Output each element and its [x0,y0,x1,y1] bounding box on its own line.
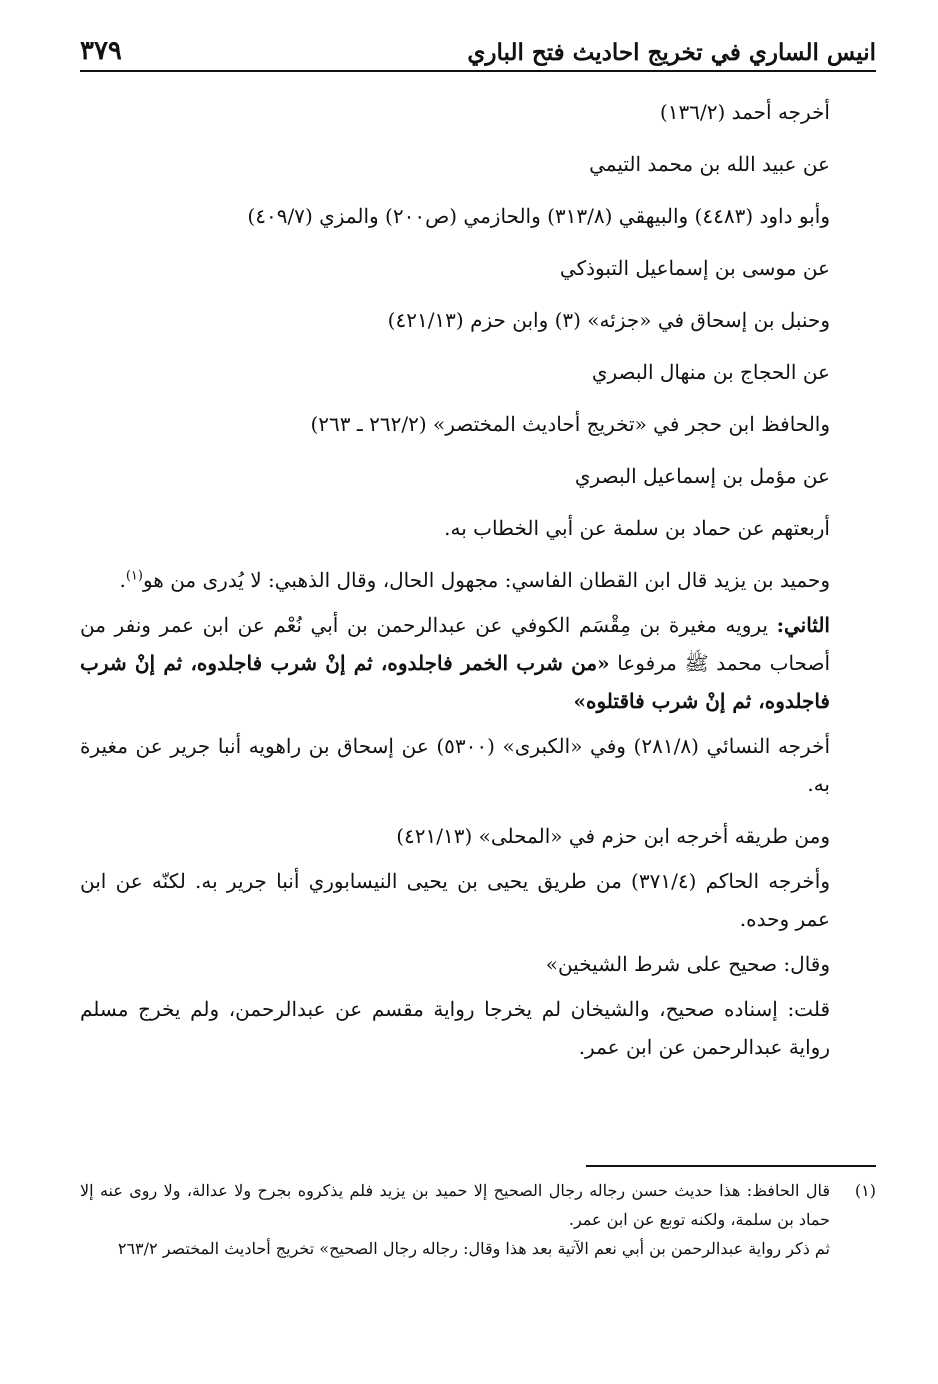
text-line: وأبو داود (٤٤٨٣) والبيهقي (٣١٣/٨) والحازمي (ص٢٠٠) والمزي (٤٠٩/٧) [247,204,830,228]
paragraph-text: يرويه مغيرة بن مِقْسَم الكوفي عن عبدالرحمن بن أبي نُعْم عن ابن عمر ونفر من أصحاب محمد ﷺ مرفوعا [80,613,831,675]
footnote [80,1176,876,1263]
footnote-text: قال الحافظ: هذا حديث حسن رجاله رجال الصحيح إلا حميد بن يزيد فلم يذكروه بجرح ولا عدالة، ولا روى عنه إلا حماد بن سلمة، ولكنه توبع عن ابن عمر. [80,1181,830,1229]
text-line: وحنبل بن إسحاق في «جزئه» (٣) وابن حزم (٤٢١/١٣) [387,308,830,332]
text-line: ومن طريقه أخرجه ابن حزم في «المحلى» (٤٢١/١٣) [396,824,830,848]
text-line: أخرجه أحمد (١٣٦/٢) [659,100,830,124]
paragraph-humaid [80,561,876,599]
header-divider [80,70,876,72]
text-line: أربعتهم عن حماد بن سلمة عن أبي الخطاب به. [444,516,830,540]
page-number: ٣٧٩ [80,36,122,66]
running-title: انيس الساري في تخريج احاديث فتح الباري [467,39,876,66]
paragraph-end: . [119,568,126,592]
text-line: عن موسى بن إسماعيل التبوذكي [559,256,830,280]
text-line: عن الحجاج بن منهال البصري [591,360,830,384]
running-header [80,26,876,66]
text-line: عن عبيد الله بن محمد التيمي [589,152,830,176]
text-line: وقال: صحيح على شرط الشيخين» [545,952,830,976]
paragraph-nasai: أخرجه النسائي (٢٨١/٨) وفي «الكبرى» (٥٣٠٠) عن إسحاق بن راهويه أنبا جرير عن مغيرة به. [80,734,830,796]
footnotes [80,1176,876,1269]
section-label: الثاني: [776,613,830,637]
main-text [80,86,876,1066]
paragraph-second-route [80,606,876,720]
paragraph-hakim: وأخرجه الحاكم (٣٧١/٤) من طريق يحيى بن يحيى النيسابوري أنبا جرير به. لكنّه عن ابن عمر وحده. [80,869,830,931]
footnote-reference: (١) [125,568,143,584]
footnote-number: (١) [854,1181,876,1200]
paragraph-text: وحميد بن يزيد قال ابن القطان الفاسي: مجهول الحال، وقال الذهبي: لا يُدرى من هو [142,568,830,592]
text-line: والحافظ ابن حجر في «تخريج أحاديث المختصر» (٢٦٢/٢ ـ ٢٦٣) [310,412,830,436]
footnote-body [80,1176,830,1263]
footnote-text: ثم ذكر رواية عبدالرحمن بن أبي نعم الآتية بعد هذا وقال: رجاله رجال الصحيح» تخريج أحاديث المختصر ٢٦٣/٢ [117,1239,830,1258]
footnote-divider [586,1165,876,1167]
text-line: عن مؤمل بن إسماعيل البصري [574,464,830,488]
paragraph-qultu: قلت: إسناده صحيح، والشيخان لم يخرجا رواية مقسم عن عبدالرحمن، ولم يخرج مسلم رواية عبدالرحمن عن ابن عمر. [80,997,830,1059]
hadith-quote: «من شرب الخمر فاجلدوه، ثم إنْ شرب فاجلدوه، ثم إنْ شرب فاجلدوه، ثم إنْ شرب فاقتلوه» [80,651,830,713]
